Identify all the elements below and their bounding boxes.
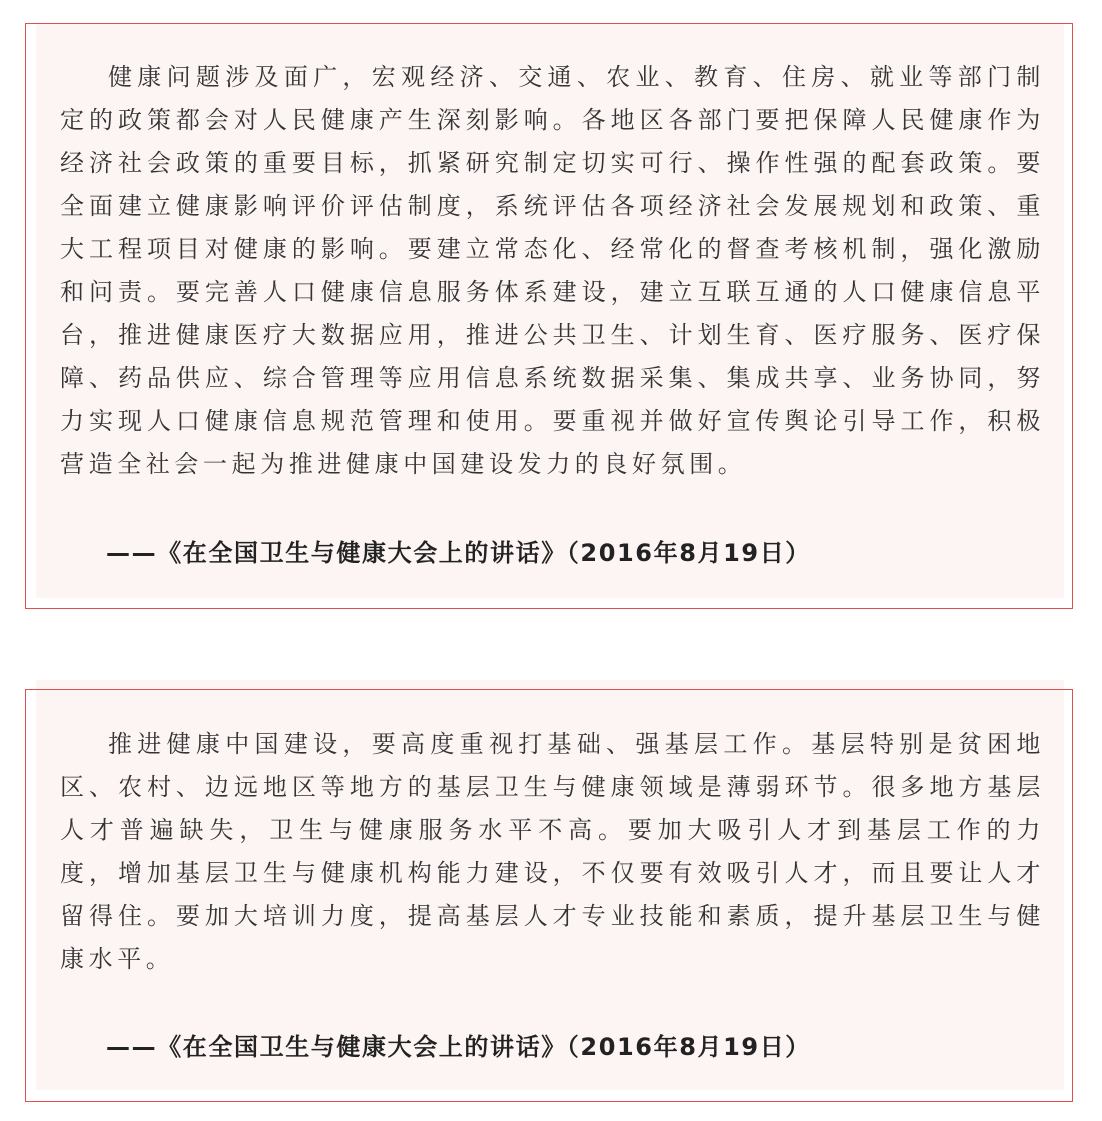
paragraph-line: 营造全社会一起为推进健康中国建设发力的良好氛围。 bbox=[60, 450, 747, 478]
paragraph-line: 健康问题涉及面广，宏观经济、交通、农业、教育、住房、就业等部门制 bbox=[108, 63, 1045, 91]
paragraph-line: 障、药品供应、综合管理等应用信息系统数据采集、集成共享、业务协同，努 bbox=[60, 364, 1045, 392]
paragraph-line: 人才普遍缺失，卫生与健康服务水平不高。要加大吸引人才到基层工作的力 bbox=[60, 816, 1045, 844]
paragraph-line: 力实现人口健康信息规范管理和使用。要重视并做好宣传舆论引导工作，积极 bbox=[60, 407, 1045, 435]
quote-paragraph bbox=[60, 723, 1045, 981]
paragraph-line: 度，增加基层卫生与健康机构能力建设，不仅要有效吸引人才，而且要让人才 bbox=[60, 859, 1045, 887]
paragraph-line: 区、农村、边远地区等地方的基层卫生与健康领域是薄弱环节。很多地方基层 bbox=[60, 773, 1045, 801]
paragraph-line: 留得住。要加大培训力度，提高基层人才专业技能和素质，提升基层卫生与健 bbox=[60, 902, 1045, 930]
paragraph-line: 推进健康中国建设，要高度重视打基础、强基层工作。基层特别是贫困地 bbox=[108, 730, 1045, 758]
paragraph-line: 大工程项目对健康的影响。要建立常态化、经常化的督查考核机制，强化激励 bbox=[60, 235, 1045, 263]
quote-paragraph bbox=[60, 56, 1045, 486]
paragraph-line: 定的政策都会对人民健康产生深刻影响。各地区各部门要把保障人民健康作为 bbox=[60, 106, 1045, 134]
quote-citation: ——《在全国卫生与健康大会上的讲话》（2016年8月19日） bbox=[106, 539, 811, 567]
paragraph-line: 经济社会政策的重要目标，抓紧研究制定切实可行、操作性强的配套政策。要 bbox=[60, 149, 1045, 177]
paragraph-line: 全面建立健康影响评价评估制度，系统评估各项经济社会发展规划和政策、重 bbox=[60, 192, 1045, 220]
paragraph-line: 康水平。 bbox=[60, 945, 175, 973]
paragraph-line: 台，推进健康医疗大数据应用，推进公共卫生、计划生育、医疗服务、医疗保 bbox=[60, 321, 1045, 349]
paragraph-line: 和问责。要完善人口健康信息服务体系建设，建立互联互通的人口健康信息平 bbox=[60, 278, 1045, 306]
quote-citation: ——《在全国卫生与健康大会上的讲话》（2016年8月19日） bbox=[106, 1033, 811, 1061]
